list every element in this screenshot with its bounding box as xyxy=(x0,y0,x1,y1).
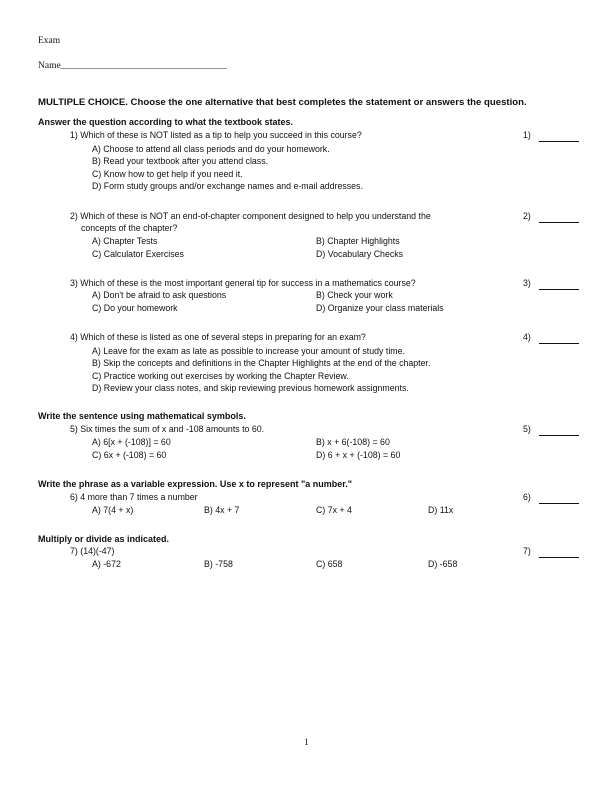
section-heading-variable-expression: Write the phrase as a variable expression. Use x to represent "a number." xyxy=(38,479,352,489)
question-2-text: 2) Which of these is NOT an end-of-chapter component designed to help you understand the xyxy=(70,211,431,221)
question-6-option-b[interactable]: B) 4x + 7 xyxy=(204,505,240,515)
name-field[interactable]: Name___________________________________ xyxy=(38,61,227,71)
question-6-option-d[interactable]: D) 11x xyxy=(428,505,454,515)
question-3-option-c[interactable]: C) Do your homework xyxy=(92,303,178,313)
question-5-text: 5) Six times the sum of x and -108 amounts to 60. xyxy=(70,424,265,434)
question-1-text: 1) Which of these is NOT listed as a tip to help you succeed in this course? xyxy=(70,130,362,140)
question-7-option-c[interactable]: C) 658 xyxy=(316,559,343,569)
question-1-option-d[interactable]: D) Form study groups and/or exchange names and e-mail addresses. xyxy=(92,181,363,191)
question-2-number: 2) xyxy=(523,211,531,221)
question-2-option-a[interactable]: A) Chapter Tests xyxy=(92,236,158,246)
question-1-number: 1) xyxy=(523,130,531,140)
instructions-title: MULTIPLE CHOICE. Choose the one alternative that best completes the statement or answers the question. xyxy=(38,97,527,108)
question-1-option-a[interactable]: A) Choose to attend all class periods and do your homework. xyxy=(92,144,330,154)
question-6-number: 6) xyxy=(523,492,531,502)
question-2-option-c[interactable]: C) Calculator Exercises xyxy=(92,249,184,259)
question-3-text: 3) Which of these is the most important general tip for success in a mathematics course? xyxy=(70,278,416,288)
question-1-option-c[interactable]: C) Know how to get help if you need it. xyxy=(92,169,243,179)
question-4-answer-blank[interactable] xyxy=(539,343,579,344)
question-5-option-c[interactable]: C) 6x + (-108) = 60 xyxy=(92,450,167,460)
question-3-answer-blank[interactable] xyxy=(539,289,579,290)
question-6-option-c[interactable]: C) 7x + 4 xyxy=(316,505,352,515)
question-4-text: 4) Which of these is listed as one of several steps in preparing for an exam? xyxy=(70,332,366,342)
question-4-option-d[interactable]: D) Review your class notes, and skip reviewing previous homework assignments. xyxy=(92,383,409,393)
question-4-option-b[interactable]: B) Skip the concepts and definitions in the Chapter Highlights at the end of the chapter. xyxy=(92,358,431,368)
section-heading-symbols: Write the sentence using mathematical symbols. xyxy=(38,411,246,421)
question-2-option-d[interactable]: D) Vocabulary Checks xyxy=(316,249,404,259)
question-3-number: 3) xyxy=(523,278,531,288)
question-1-answer-blank[interactable] xyxy=(539,141,579,142)
question-5-option-b[interactable]: B) x + 6(-108) = 60 xyxy=(316,437,390,447)
question-4-option-c[interactable]: C) Practice working out exercises by working the Chapter Review. xyxy=(92,371,349,381)
question-2-text-continued: concepts of the chapter? xyxy=(81,223,178,233)
question-7-option-d[interactable]: D) -658 xyxy=(428,559,458,569)
question-4-number: 4) xyxy=(523,332,531,342)
question-6-text: 6) 4 more than 7 times a number xyxy=(70,492,198,502)
question-3-option-d[interactable]: D) Organize your class materials xyxy=(316,303,444,313)
section-heading-textbook: Answer the question according to what the textbook states. xyxy=(38,117,294,127)
question-7-option-a[interactable]: A) -672 xyxy=(92,559,121,569)
page-number: 1 xyxy=(304,738,309,748)
question-7-answer-blank[interactable] xyxy=(539,557,579,558)
section-heading-multiply-divide: Multiply or divide as indicated. xyxy=(38,534,170,544)
question-6-option-a[interactable]: A) 7(4 + x) xyxy=(92,505,134,515)
question-5-answer-blank[interactable] xyxy=(539,435,579,436)
question-3-option-a[interactable]: A) Don't be afraid to ask questions xyxy=(92,290,227,300)
question-5-option-d[interactable]: D) 6 + x + (-108) = 60 xyxy=(316,450,401,460)
question-7-option-b[interactable]: B) -758 xyxy=(204,559,233,569)
question-5-number: 5) xyxy=(523,424,531,434)
question-2-answer-blank[interactable] xyxy=(539,222,579,223)
question-2-option-b[interactable]: B) Chapter Highlights xyxy=(316,236,400,246)
question-7-text: 7) (14)(-47) xyxy=(70,546,115,556)
question-3-option-b[interactable]: B) Check your work xyxy=(316,290,393,300)
question-6-answer-blank[interactable] xyxy=(539,503,579,504)
question-7-number: 7) xyxy=(523,546,531,556)
question-5-option-a[interactable]: A) 6[x + (-108)] = 60 xyxy=(92,437,171,447)
question-1-option-b[interactable]: B) Read your textbook after you attend class. xyxy=(92,156,269,166)
exam-label: Exam xyxy=(38,36,61,46)
question-4-option-a[interactable]: A) Leave for the exam as late as possible to increase your amount of study time. xyxy=(92,346,405,356)
